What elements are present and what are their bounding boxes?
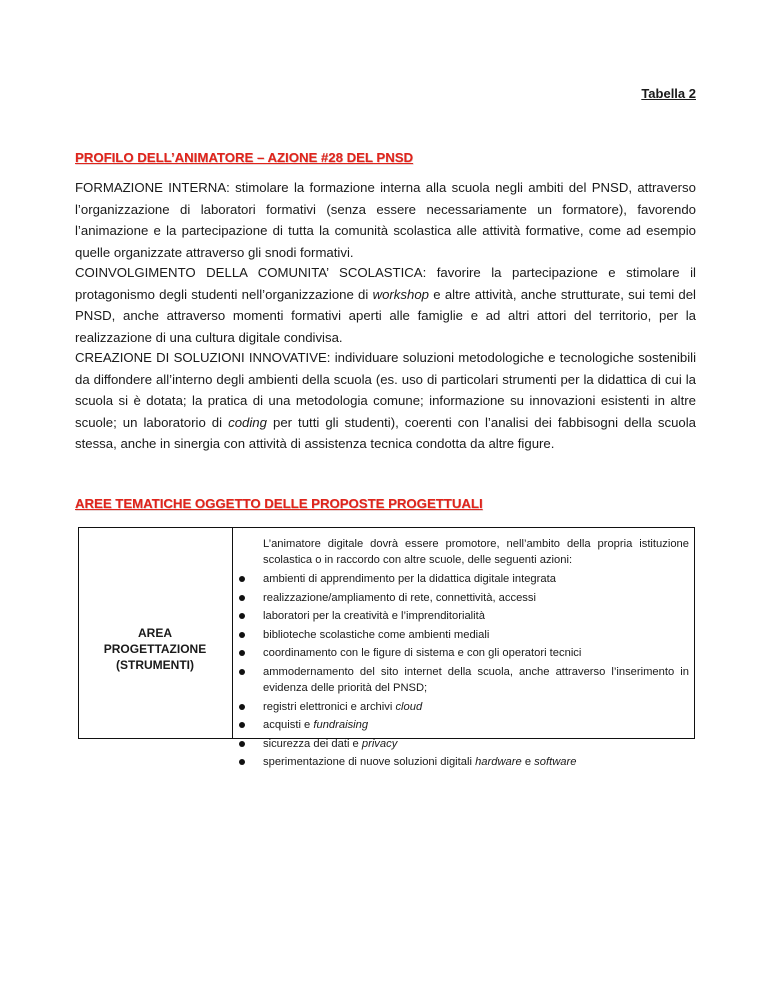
action-item-text: registri elettronici e archivi	[263, 700, 396, 713]
bullet-icon	[239, 595, 245, 601]
paragraph-text: FORMAZIONE INTERNA: stimolare la formazione interna alla scuola negli ambiti del PNSD, attraverso l’organizzazione di laboratori formativi (senza essere necessariamente un formatore), favorendo l’animazione e la partecipazione di tutta la comunità scolastica alle attività formative, come ad esempio quelle organizzate attraverso gli snodi formativi.	[75, 180, 696, 260]
action-item-text: software	[534, 756, 577, 769]
actions-intro: L’animatore digitale dovrà essere promotore, nell’ambito della propria istituzione scolastica o in raccordo con altre scuole, delle seguenti azioni:	[263, 538, 689, 566]
area-label	[79, 625, 231, 673]
action-item-text: fundraising	[313, 719, 369, 732]
paragraph-text: workshop	[372, 286, 430, 302]
paragraph-text: e altre attività, anche strutturate, sui temi del PNSD, anche attraverso momenti formativi aperti alle famiglie e ad altri attori del territorio, per la realizzazione di una cultura digitale condivisa.	[75, 286, 696, 345]
action-list-item	[239, 664, 689, 696]
paragraph-text: CREAZIONE DI SOLUZIONI INNOVATIVE: individuare soluzioni metodologiche e tecnologiche sostenibili da diffondere all’interno degli ambienti della scuola (es. uso di particolari strumenti per la didattica di cui la scuola si è dotata; la pratica di una metodologia comune; informazione su innovazioni esistenti in altre scuole; un laboratorio di	[75, 350, 696, 430]
actions-list	[239, 571, 689, 770]
paragraph-soluzioni-innovative	[75, 347, 696, 455]
action-item-text: ambienti di apprendimento per la didattica digitale integrata	[263, 573, 556, 585]
action-list-item	[239, 717, 689, 733]
table-right-cell	[239, 536, 689, 773]
area-label-line: (STRUMENTI)	[116, 658, 194, 672]
bullet-icon	[239, 576, 245, 582]
action-list-item	[239, 608, 689, 624]
action-item-text: coordinamento con le figure di sistema e con gli operatori tecnici	[263, 647, 582, 660]
bullet-icon	[239, 759, 245, 765]
paragraph-coinvolgimento	[75, 262, 696, 348]
paragraph-formazione-interna	[75, 177, 696, 263]
action-list-item	[239, 571, 689, 587]
bullet-icon	[239, 650, 245, 656]
thematic-areas-table	[78, 527, 695, 769]
paragraph-text: COINVOLGIMENTO DELLA COMUNITA’ SCOLASTICA: favorire la partecipazione e stimolare il protagonismo degli studenti nell’organizzazione di	[75, 265, 696, 302]
bullet-icon	[239, 722, 245, 728]
bullet-icon	[239, 704, 245, 710]
section-heading-profilo: PROFILO DELL’ANIMATORE – AZIONE #28 DEL PNSD	[75, 150, 414, 165]
action-item-text: sperimentazione di nuove soluzioni digitali	[263, 756, 476, 769]
action-item-text: sicurezza dei dati e	[263, 737, 362, 750]
action-item-text: hardware	[475, 756, 522, 769]
action-item-text: biblioteche scolastiche come ambienti mediali	[263, 628, 490, 641]
action-item-text: acquisti e	[263, 719, 314, 732]
action-item-text: privacy	[361, 737, 398, 750]
action-list-item	[239, 645, 689, 661]
action-list-item	[239, 736, 689, 752]
action-item-text: e	[521, 756, 535, 769]
bullet-icon	[239, 669, 245, 675]
area-label-line: AREA	[137, 626, 172, 640]
action-list-item	[239, 699, 689, 715]
section-heading-aree-tematiche: AREE TEMATICHE OGGETTO DELLE PROPOSTE PROGETTUALI	[75, 496, 483, 511]
bullet-icon	[239, 613, 245, 619]
action-item-text: ammodernamento del sito internet della scuola, anche attraverso l’inserimento in evidenza delle priorità del PNSD;	[263, 665, 689, 694]
table-left-cell	[79, 528, 233, 738]
action-item-text: laboratori per la creatività e l’imprenditorialità	[263, 610, 485, 623]
bullet-icon	[239, 632, 245, 638]
bullet-icon	[239, 741, 245, 747]
table-reference-label: Tabella 2	[641, 86, 696, 101]
paragraph-text: coding	[228, 414, 267, 430]
paragraph-text: per tutti gli studenti), coerenti con l’analisi dei fabbisogni della scuola stessa, anche in sinergia con attività di assistenza tecnica condotta da altre figure.	[75, 414, 697, 452]
area-label-line: PROGETTAZIONE	[103, 642, 207, 656]
action-list-item	[239, 627, 689, 643]
action-list-item	[239, 754, 689, 770]
action-item-text: cloud	[395, 700, 423, 713]
action-list-item	[239, 590, 689, 606]
action-item-text: realizzazione/ampliamento di rete, connettività, accessi	[263, 591, 536, 604]
